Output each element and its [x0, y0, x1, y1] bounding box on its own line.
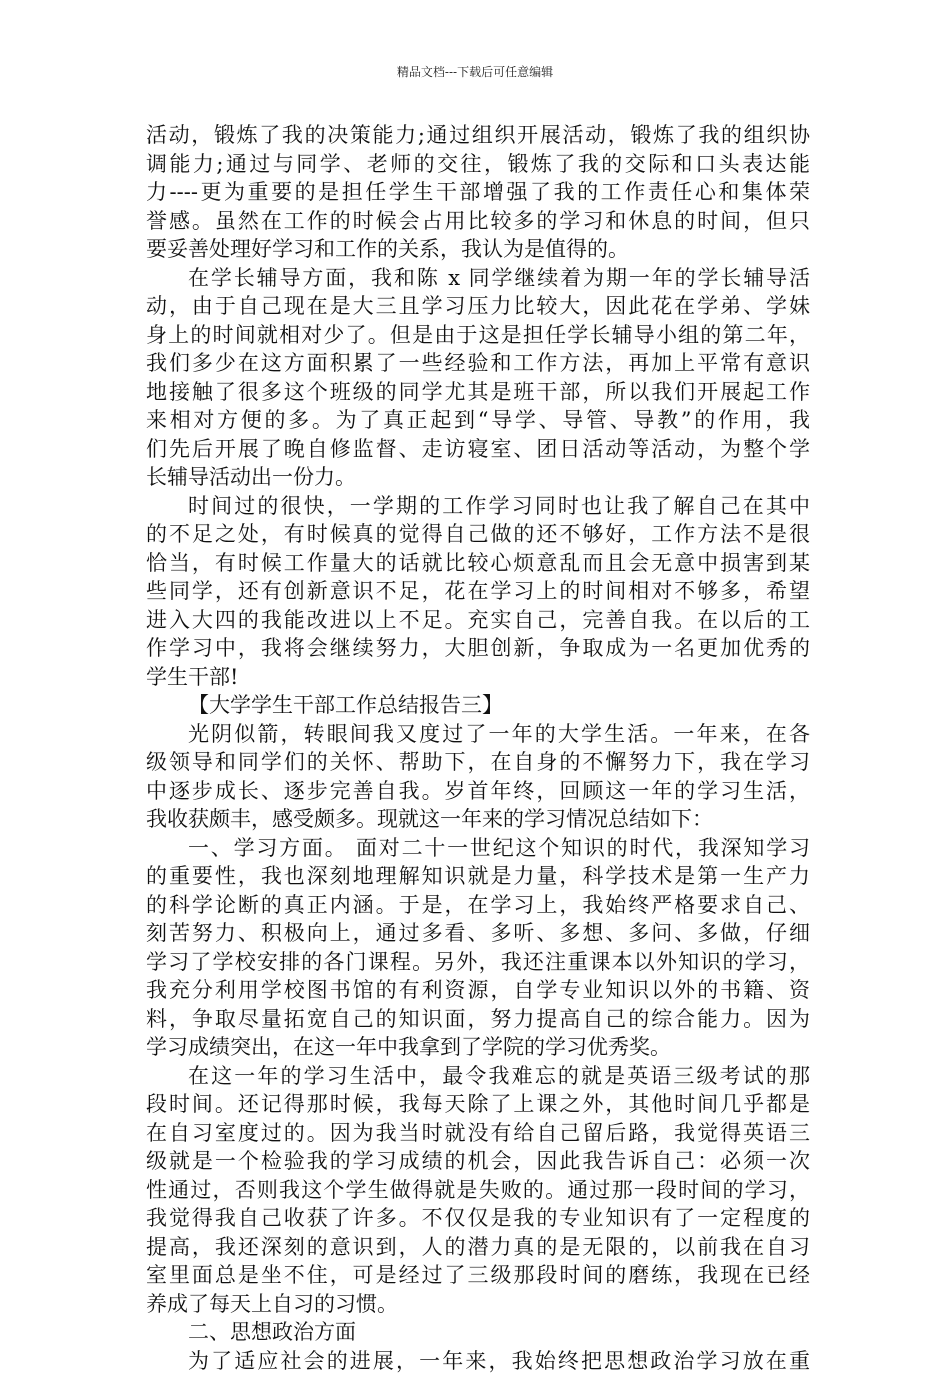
text-line: 二、思想政治方面 [146, 1318, 810, 1347]
text-line: 长辅导活动出一份力。 [146, 463, 810, 492]
text-line: 进入大四的我能改进以上不足。充实自己，完善自我。在以后的工 [146, 606, 810, 635]
text-line: 我觉得我自己收获了许多。不仅仅是我的专业知识有了一定程度的 [146, 1204, 810, 1233]
text-line: 誉感。虽然在工作的时候会占用比较多的学习和休息的时间，但只 [146, 207, 810, 236]
text-line: 我充分利用学校图书馆的有利资源，自学专业知识以外的书籍、资 [146, 976, 810, 1005]
text-line: 性通过，否则我这个学生做得就是失败的。通过那一段时间的学习， [146, 1176, 810, 1205]
text-line: 要妥善处理好学习和工作的关系，我认为是值得的。 [146, 235, 810, 264]
text-line: 的重要性，我也深刻地理解知识就是力量，科学技术是第一生产力 [146, 862, 810, 891]
text-line: 活动，锻炼了我的决策能力;通过组织开展活动，锻炼了我的组织协 [146, 121, 810, 150]
text-line: 级就是一个检验我的学习成绩的机会，因此我告诉自己：必须一次 [146, 1147, 810, 1176]
text-line: 调能力;通过与同学、老师的交往，锻炼了我的交际和口头表达能 [146, 150, 810, 179]
text-line: 室里面总是坐不住，可是经过了三级那段时间的磨练，我现在已经 [146, 1261, 810, 1290]
text-line: 动，由于自己现在是大三且学习压力比较大，因此花在学弟、学妹 [146, 292, 810, 321]
text-line: 学习了学校安排的各门课程。另外，我还注重课本以外知识的学习， [146, 948, 810, 977]
page-header: 精品文档---下载后可任意编辑 [0, 63, 950, 81]
text-line: 刻苦努力、积极向上，通过多看、多听、多想、多问、多做，仔细 [146, 919, 810, 948]
text-line: 我收获颇丰，感受颇多。现就这一年来的学习情况总结如下： [146, 805, 810, 834]
text-line: 在这一年的学习生活中，最令我难忘的就是英语三级考试的那 [146, 1062, 810, 1091]
text-line: 来相对方便的多。为了真正起到“导学、导管、导教”的作用，我 [146, 406, 810, 435]
text-line: 的科学论断的真正内涵。于是，在学习上，我始终严格要求自己、 [146, 891, 810, 920]
text-line: 地接触了很多这个班级的同学尤其是班干部，所以我们开展起工作 [146, 378, 810, 407]
text-line: 在学长辅导方面，我和陈 x 同学继续着为期一年的学长辅导活 [146, 264, 810, 293]
text-line: 们先后开展了晚自修监督、走访寝室、团日活动等活动，为整个学 [146, 435, 810, 464]
text-line: 【大学学生干部工作总结报告三】 [146, 691, 810, 720]
text-line: 在自习室度过的。因为我当时就没有给自己留后路，我觉得英语三 [146, 1119, 810, 1148]
text-line: 的不足之处，有时候真的觉得自己做的还不够好，工作方法不是很 [146, 520, 810, 549]
text-line: 作学习中，我将会继续努力，大胆创新，争取成为一名更加优秀的 [146, 634, 810, 663]
text-line: 时间过的很快，一学期的工作学习同时也让我了解自己在其中 [146, 492, 810, 521]
text-line: 些同学，还有创新意识不足，花在学习上的时间相对不够多，希望 [146, 577, 810, 606]
text-line: 身上的时间就相对少了。但是由于这是担任学长辅导小组的第二年， [146, 321, 810, 350]
text-line: 料，争取尽量拓宽自己的知识面，努力提高自己的综合能力。因为 [146, 1005, 810, 1034]
text-line: 中逐步成长、逐步完善自我。岁首年终，回顾这一年的学习生活， [146, 777, 810, 806]
text-line: 段时间。还记得那时候，我每天除了上课之外，其他时间几乎都是 [146, 1090, 810, 1119]
text-line: 为了适应社会的进展，一年来，我始终把思想政治学习放在重 [146, 1347, 810, 1375]
text-line: 提高，我还深刻的意识到，人的潜力真的是无限的，以前我在自习 [146, 1233, 810, 1262]
document-body [146, 121, 810, 1375]
text-line: 我们多少在这方面积累了一些经验和工作方法，再加上平常有意识 [146, 349, 810, 378]
text-line: 光阴似箭，转眼间我又度过了一年的大学生活。一年来，在各 [146, 720, 810, 749]
text-line: 学习成绩突出，在这一年中我拿到了学院的学习优秀奖。 [146, 1033, 810, 1062]
text-line: 恰当，有时候工作量大的话就比较心烦意乱而且会无意中损害到某 [146, 549, 810, 578]
text-line: 级领导和同学们的关怀、帮助下，在自身的不懈努力下，我在学习 [146, 748, 810, 777]
text-line: 养成了每天上自习的习惯。 [146, 1290, 810, 1319]
text-line: 力----更为重要的是担任学生干部增强了我的工作责任心和集体荣 [146, 178, 810, 207]
text-line: 学生干部! [146, 663, 810, 692]
text-line: 一、学习方面。 面对二十一世纪这个知识的时代，我深知学习 [146, 834, 810, 863]
